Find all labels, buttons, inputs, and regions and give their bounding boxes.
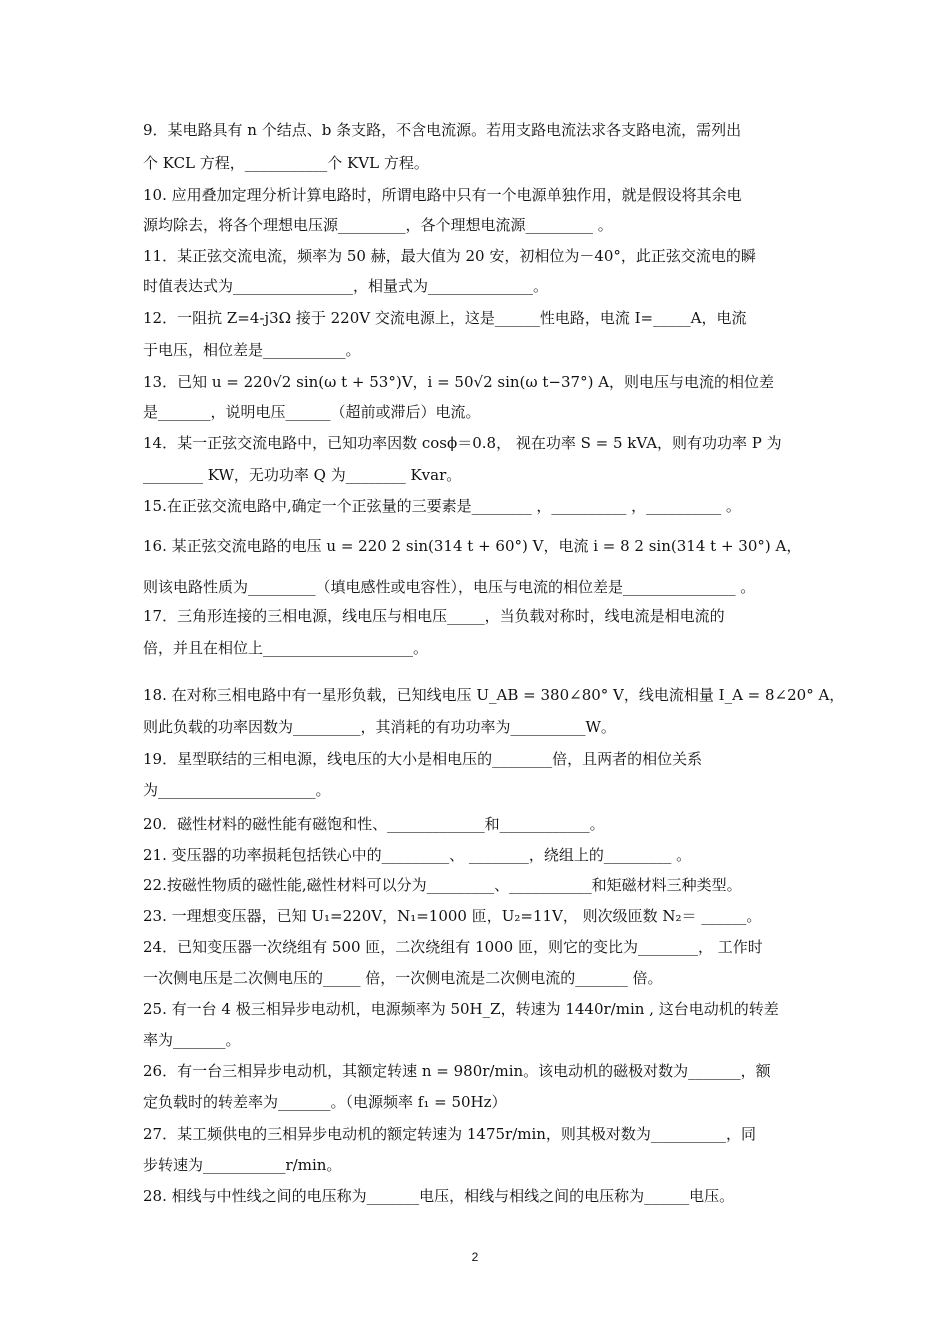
question-line: 16. 某正弦交流电路的电压 u = 220 2 sin(314 t + 60°) V，电流 i = 8 2 sin(314 t + 30°) A， bbox=[143, 537, 802, 555]
question-line: 23. 一理想变压器，已知 U₁=220V，N₁=1000 匝，U₂=11V， 则次级匝数 N₂＝ ______。 bbox=[143, 907, 762, 925]
question-line: 12．一阻抗 Z=4-j3Ω 接于 220V 交流电源上，这是______性电路，电流 I=_____A，电流 bbox=[143, 309, 747, 327]
question-line: 27．某工频供电的三相异步电动机的额定转速为 1475r/min，则其极对数为__________，同 bbox=[143, 1125, 756, 1143]
question-line: 15.在正弦交流电路中,确定一个正弦量的三要素是________ ，__________ ，__________ 。 bbox=[143, 497, 741, 515]
page-number: 2 bbox=[471, 1250, 479, 1264]
question-line: 17．三角形连接的三相电源，线电压与相电压_____，当负载对称时，线电流是相电流的 bbox=[143, 607, 725, 625]
question-line: 定负载时的转差率为_______。（电源频率 f₁ = 50Hz） bbox=[143, 1093, 507, 1111]
question-line: 13．已知 u = 220√2 sin(ω t + 53°)V，i = 50√2 sin(ω t−37°) A，则电压与电流的相位差 bbox=[143, 373, 775, 391]
question-line: 率为_______。 bbox=[143, 1031, 241, 1049]
question-line: 是_______，说明电压______（超前或滞后）电流。 bbox=[143, 403, 481, 421]
question-line: 源均除去，将各个理想电压源_________，各个理想电流源_________ 。 bbox=[143, 216, 613, 234]
question-line: 19．星型联结的三相电源，线电压的大小是相电压的________倍，且两者的相位关系 bbox=[143, 750, 703, 768]
question-line: 时值表达式为________________，相量式为______________。 bbox=[143, 277, 549, 295]
question-line: 21. 变压器的功率损耗包括铁心中的_________、 ________，绕组上的_________ 。 bbox=[143, 846, 692, 864]
question-line: 个 KCL 方程，___________个 KVL 方程。 bbox=[143, 154, 429, 172]
question-line: 20．磁性材料的磁性能有磁饱和性、_____________和____________。 bbox=[143, 815, 605, 833]
question-line: 28. 相线与中性线之间的电压称为_______电压，相线与相线之间的电压称为______电压。 bbox=[143, 1187, 735, 1205]
question-line: 步转速为___________r/min。 bbox=[143, 1156, 342, 1174]
question-line: 一次侧电压是二次侧电压的_____ 倍，一次侧电流是二次侧电流的_______ 倍。 bbox=[143, 969, 663, 987]
question-line: 14．某一正弦交流电路中，已知功率因数 cosϕ＝0.8， 视在功率 S = 5 kVA，则有功功率 P 为 bbox=[143, 434, 782, 452]
question-line: 26．有一台三相异步电动机，其额定转速 n = 980r/min。该电动机的磁极对数为_______，额 bbox=[143, 1062, 771, 1080]
question-line: 10. 应用叠加定理分析计算电路时，所谓电路中只有一个电源单独作用，就是假设将其余电 bbox=[143, 186, 742, 204]
question-line: 22.按磁性物质的磁性能,磁性材料可以分为_________、___________和矩磁材料三种类型。 bbox=[143, 876, 742, 894]
question-line: ________ KW，无功功率 Q 为________ Kvar。 bbox=[143, 466, 462, 484]
question-line: 倍，并且在相位上____________________。 bbox=[143, 639, 429, 657]
question-line: 则该电路性质为_________（填电感性或电容性），电压与电流的相位差是_______________ 。 bbox=[143, 578, 756, 596]
question-line: 则此负载的功率因数为_________，其消耗的有功功率为__________W。 bbox=[143, 718, 616, 736]
question-line: 为_____________________。 bbox=[143, 781, 331, 799]
question-line: 25. 有一台 4 极三相异步电动机，电源频率为 50H_Z，转速为 1440r/min , 这台电动机的转差 bbox=[143, 1000, 779, 1018]
question-line: 18. 在对称三相电路中有一星形负载，已知线电压 U_AB = 380∠80° V，线电流相量 I_A = 8∠20° A， bbox=[143, 686, 845, 704]
question-line: 24．已知变压器一次绕组有 500 匝，二次绕组有 1000 匝，则它的变比为________， 工作时 bbox=[143, 938, 763, 956]
question-line: 11．某正弦交流电流，频率为 50 赫，最大值为 20 安，初相位为－40°，此正弦交流电的瞬 bbox=[143, 247, 756, 265]
question-line: 于电压，相位差是___________。 bbox=[143, 341, 361, 359]
question-line: 9．某电路具有 n 个结点、b 条支路，不含电流源。若用支路电流法求各支路电流，需列出 bbox=[143, 121, 742, 139]
